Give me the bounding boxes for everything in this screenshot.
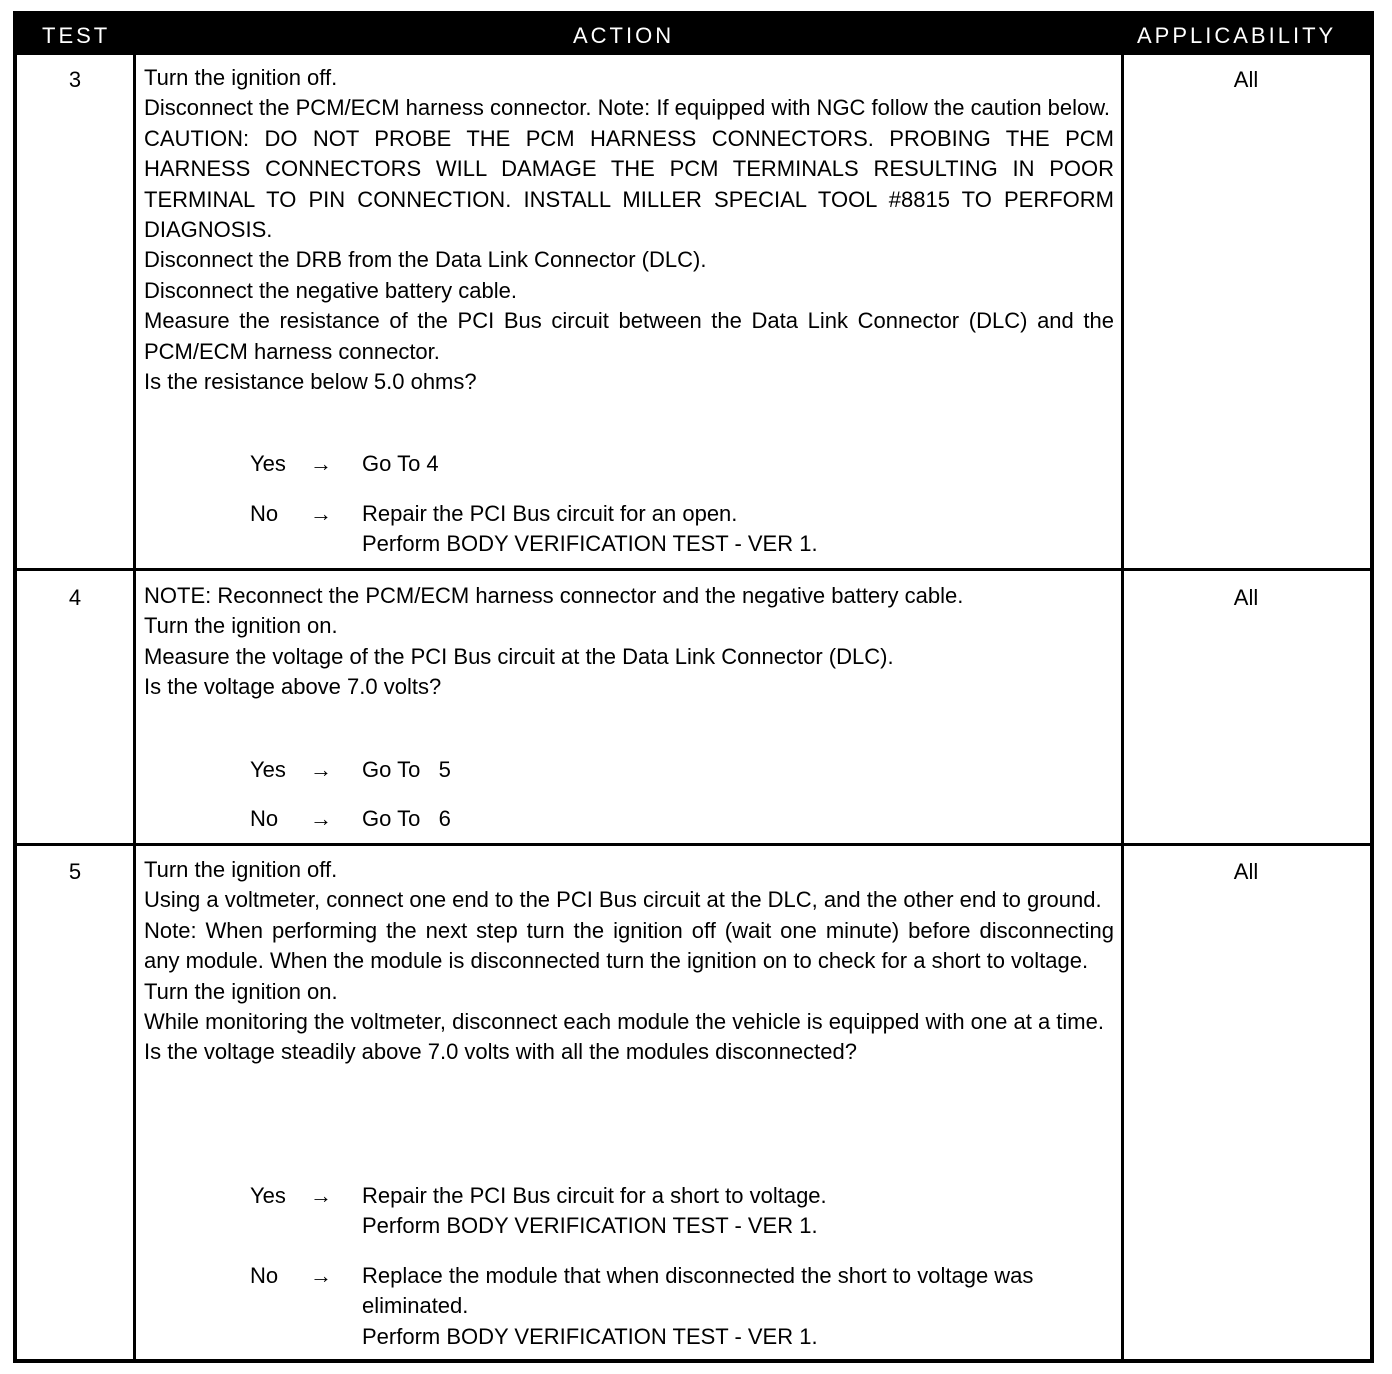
result-line: Go To 5 — [362, 757, 451, 782]
applicability-value: All — [1233, 585, 1259, 610]
result-yes-label: Yes — [250, 757, 286, 782]
table-header — [17, 15, 1370, 55]
action-line: Using a voltmeter, connect one end to the PCI Bus circuit at the DLC, and the other end to ground. — [144, 887, 1102, 913]
action-question: Is the voltage above 7.0 volts? — [144, 674, 442, 700]
header-applicability: APPLICABILITY — [1137, 23, 1337, 48]
arrow-right-icon: → — [310, 1263, 332, 1288]
action-line: Disconnect the PCM/ECM harness connector. Note: If equipped with NGC follow the caution below. — [144, 95, 1111, 121]
action-text — [144, 63, 1114, 397]
result-line: Go To 6 — [362, 806, 451, 831]
result-no-label: No — [250, 501, 279, 526]
action-caution: CAUTION: DO NOT PROBE THE PCM HARNESS CONNECTORS. PROBING THE PCM HARNESS CONNECTORS WILL DAMAGE THE PCM TERMINALS RESULTING IN POOR TERMINAL TO PIN CONNECTION. INSTALL MILLER SPECIAL TOOL #8815 TO PERFORM DIAGNOSIS. — [144, 125, 1114, 243]
applicability-value: All — [1233, 859, 1259, 884]
action-line: Disconnect the negative battery cable. — [144, 277, 518, 303]
action-note: NOTE: Reconnect the PCM/ECM harness connector and the negative battery cable. — [144, 583, 964, 608]
test-number: 4 — [68, 585, 82, 610]
result-no-text — [362, 499, 1132, 560]
result-line: Perform BODY VERIFICATION TEST - VER 1. — [362, 531, 818, 557]
header-action: ACTION — [573, 23, 675, 48]
result-yes-label: Yes — [250, 1183, 286, 1208]
action-line: Measure the voltage of the PCI Bus circuit at the Data Link Connector (DLC). — [144, 643, 894, 669]
action-note: Note: When performing the next step turn the ignition off (wait one minute) before disconnecting any module. When the module is disconnected turn the ignition on to check for a short to voltage. — [144, 917, 1114, 974]
row-divider — [17, 568, 1370, 571]
arrow-right-icon: → — [310, 806, 332, 831]
test-number: 5 — [68, 859, 82, 884]
action-line: Turn the ignition on. — [144, 613, 338, 639]
column-divider — [133, 55, 136, 1359]
action-line: Turn the ignition off. — [144, 65, 338, 90]
test-number: 3 — [68, 67, 82, 92]
arrow-right-icon: → — [310, 757, 332, 782]
action-text — [144, 581, 1114, 703]
action-question: Is the resistance below 5.0 ohms? — [144, 369, 477, 395]
result-yes-text — [362, 449, 1132, 479]
action-line: Measure the resistance of the PCI Bus circuit between the Data Link Connector (DLC) and the PCM/ECM harness connector. — [144, 308, 1114, 364]
action-text — [144, 855, 1114, 1068]
arrow-right-icon: → — [310, 501, 332, 526]
result-yes-label: Yes — [250, 451, 286, 476]
arrow-right-icon: → — [310, 1183, 332, 1208]
result-yes-text — [362, 1181, 1132, 1242]
result-line: Repair the PCI Bus circuit for a short to voltage. — [362, 1183, 827, 1208]
result-no-label: No — [250, 806, 279, 831]
result-no-text — [362, 804, 1132, 834]
row-divider — [17, 843, 1370, 846]
action-line: Disconnect the DRB from the Data Link Connector (DLC). — [144, 247, 707, 273]
action-line: Turn the ignition off. — [144, 857, 338, 882]
result-line: Go To 4 — [362, 451, 439, 476]
diagnostic-table — [13, 11, 1374, 1363]
arrow-right-icon: → — [310, 451, 332, 476]
result-yes-text — [362, 755, 1132, 785]
result-no-text — [362, 1261, 1132, 1352]
action-question: Is the voltage steadily above 7.0 volts with all the modules disconnected? — [144, 1039, 857, 1065]
result-no-label: No — [250, 1263, 279, 1288]
header-test: TEST — [42, 23, 111, 48]
result-line: Repair the PCI Bus circuit for an open. — [362, 501, 738, 526]
action-line: Turn the ignition on. — [144, 978, 338, 1004]
column-divider — [1121, 55, 1124, 1359]
result-line: Perform BODY VERIFICATION TEST - VER 1. — [362, 1213, 818, 1239]
result-line: Perform BODY VERIFICATION TEST - VER 1. — [362, 1323, 818, 1349]
action-line: While monitoring the voltmeter, disconnect each module the vehicle is equipped with one at a time. — [144, 1009, 1104, 1035]
applicability-value: All — [1233, 67, 1259, 92]
result-line: Replace the module that when disconnected the short to voltage was eliminated. — [362, 1263, 1034, 1319]
